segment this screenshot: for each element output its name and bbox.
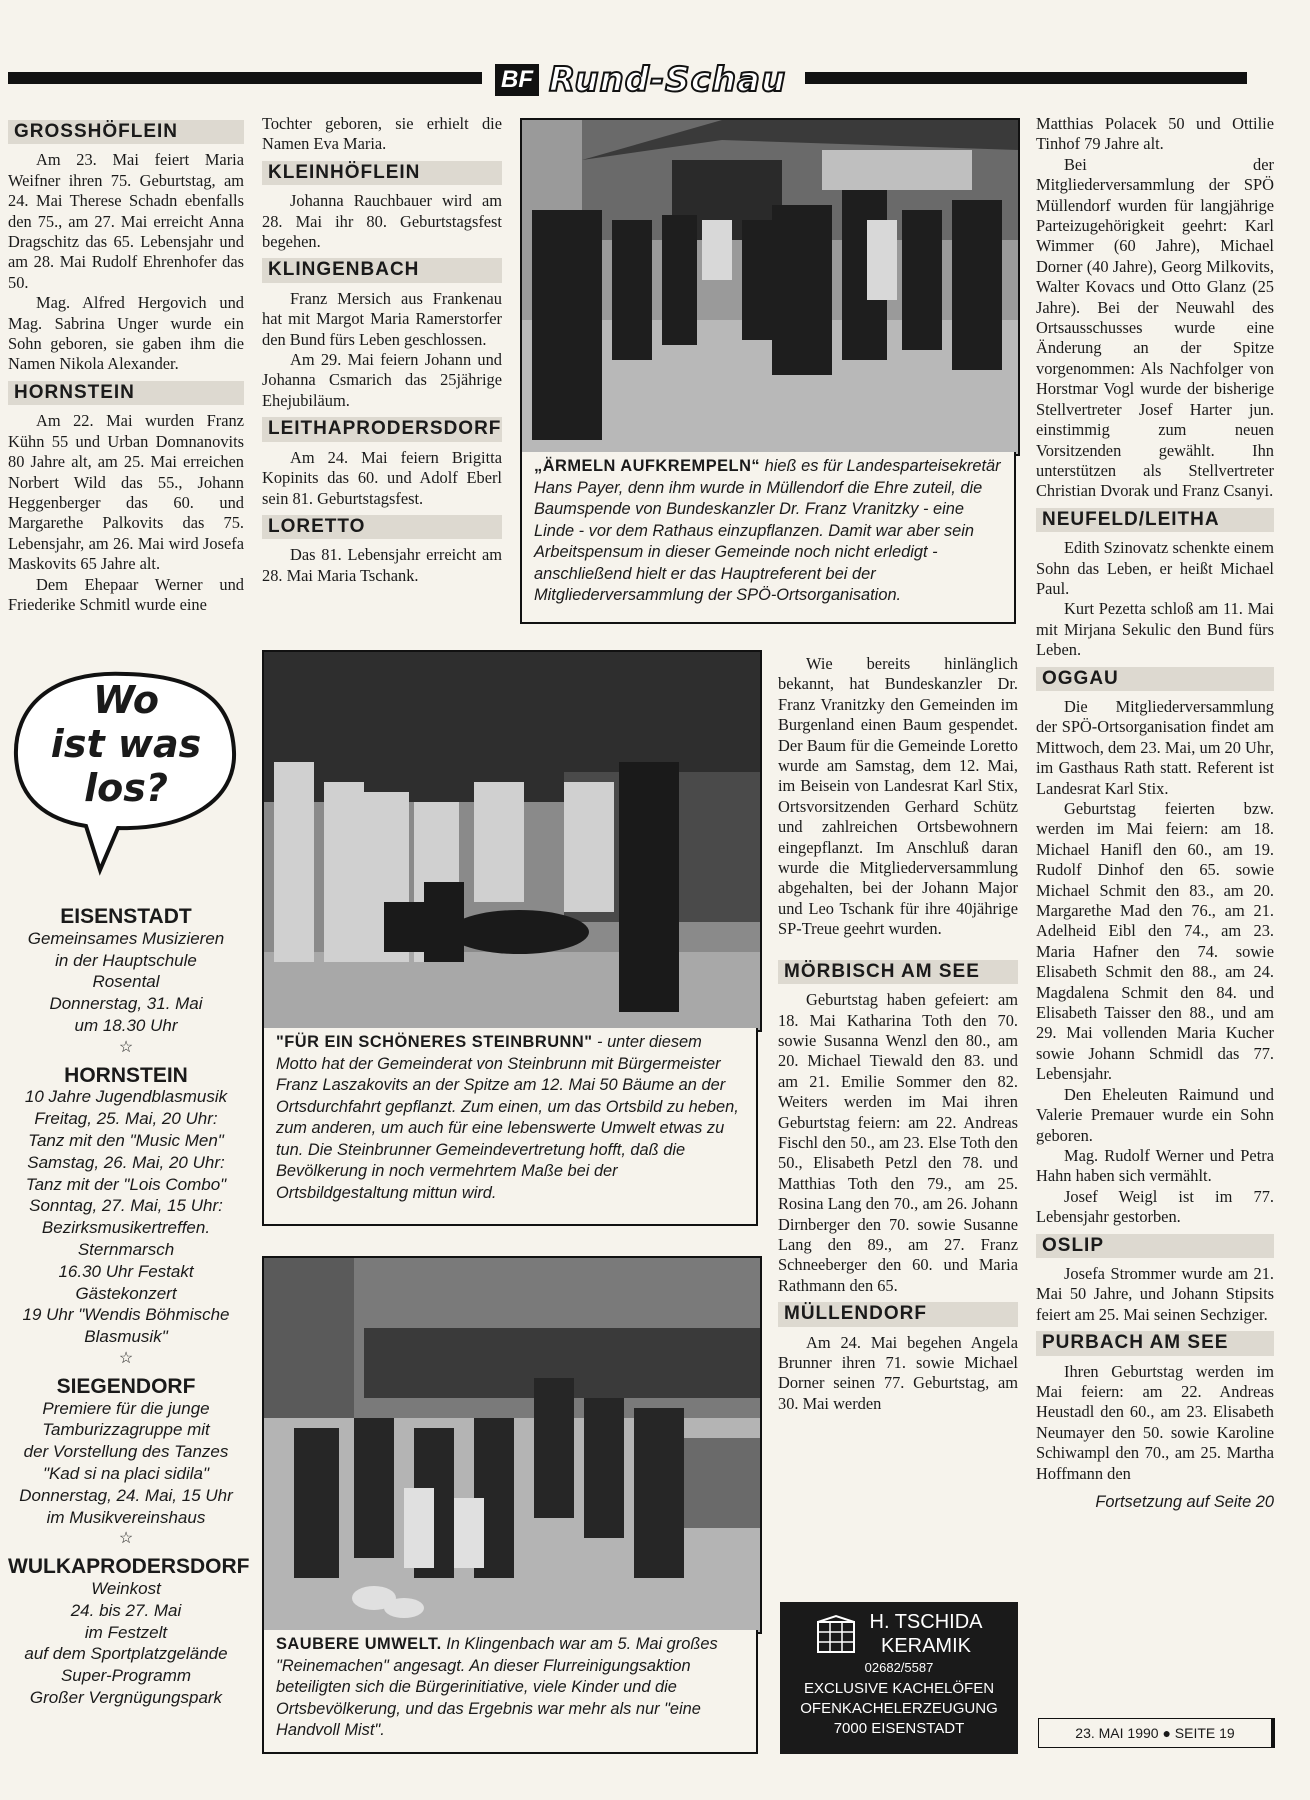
event-line: Rosental [92,972,160,992]
photo-3-caption-text: In Klingenbach war am 5. Mai großes "Reinemachen" angesagt. An dieser Flurreinigungsaktion beteiligten sich die Bürgerinitiative, viele Kinder und die Ortsbevölkerung, und das Ergebnis war mehr als nur "eine Handvoll Mist". [276,1635,718,1739]
paragraph: Mag. Rudolf Werner und Petra Hahn haben sich vermählt. [1036,1145,1274,1186]
masthead [495,60,795,100]
event-line: im Festzelt [84,1622,168,1642]
footer-date-page: 23. MAI 1990 ● SEITE 19 [1075,1725,1235,1741]
photo-3-caption [262,1630,758,1754]
paragraph: Geburtstag feierten bzw. werden im Mai feiern: am 18. Michael Hanifl den 60., am 19. Rudolf Dinhof den 65. sowie Michael Schmit den 83., am 20. Margarethe Mad den 76., am 21. Adelheid Eibl den 74., am 23. Maria Hafner den 74. sowie Elisabeth Schmit den 88., am 24. Magdalena Schmit den 84. und Elisabeth Taisser den 88., und am 29. Mai vollenden Maria Kucher sowie Johann Schmidl das 77. Lebensjahr. [1036,799,1274,1084]
column-1 [8,114,244,615]
event-line: Donnerstag, 31. Mai [49,994,203,1014]
paragraph: Die Mitgliederversammlung der SPÖ-Ortsorganisation findet am Mittwoch, dem 23. Mai, um 20 Uhr, im Gasthaus Rath statt. Referent ist Landesrat Karl Stix. [1036,696,1274,798]
section-heading: NEUFELD/LEITHA [1036,508,1274,532]
bubble-line-3: los? [84,766,168,810]
event-line: 16.30 Uhr Festakt [58,1261,194,1281]
star-icon: ☆ [118,1038,134,1056]
star-icon: ☆ [118,1530,134,1548]
page-footer [1038,1718,1275,1748]
paragraph: Am 23. Mai feiert Maria Weifner ihren 75. Geburtstag, am 24. Mai Therese Schadn ebenfalls den 75., am 27. Mai erreicht Anna Dragschitz das 65. Lebensjahr und am 28. Mai Rudolf Ehrenhofer das 50. [8,150,244,292]
ad-phone: 02682/5587 [864,1660,934,1675]
paragraph: Am 24. Mai begehen Angela Brunner ihren 71. sowie Michael Dorner seinen 77. Geburtstag, am 30. Mai werden [778,1332,1018,1413]
column-4 [1036,114,1274,1512]
ad-name-2: KERAMIK [880,1635,971,1657]
masthead-title: Rund-Schau [549,60,787,100]
event-line: Gästekonzert [75,1283,177,1303]
paragraph: Johanna Rauchbauer wird am 28. Mai ihr 80. Geburtstagsfest begehen. [262,191,502,252]
tiled-stove-icon [816,1614,856,1654]
paragraph: Ihren Geburtstag werden im Mai feiern: am 22. Andreas Heustadl den 60., am 23. Elisabeth Neumayer den 50. sowie Karoline Schiwampl den 70., am 25. Martha Hoffmann den [1036,1361,1274,1483]
photo-cleanup-klingenbach [262,1256,762,1634]
event-line: Tamburizzagruppe mit [42,1420,210,1440]
photo-1-image [522,120,1018,454]
masthead-rule-left [8,72,482,84]
event-line: in der Hauptschule [55,950,197,970]
paragraph: Am 29. Mai feiern Johann und Johanna Csmarich das 25jährige Ehejubiläum. [262,350,502,410]
photo-2-image [264,652,760,1030]
section-heading: HORNSTEIN [8,381,244,405]
event-line: um 18.30 Uhr [74,1015,178,1035]
photo-3-image [264,1258,760,1632]
continued-note: Fortsetzung auf Seite 20 [1095,1493,1274,1511]
event-line: Samstag, 26. Mai, 20 Uhr: [27,1152,225,1172]
masthead-logo: BF [495,64,539,96]
event-line: Tanz mit den "Music Men" [28,1130,224,1150]
paragraph: Den Eheleuten Raimund und Valerie Premauer wurde ein Sohn geboren. [1036,1084,1274,1145]
ad-line-3: 7000 EISENSTADT [833,1720,965,1737]
paragraph: Edith Szinovatz schenkte einem Sohn das Leben, er heißt Michael Paul. [1036,538,1274,598]
section-heading: PURBACH AM SEE [1036,1331,1274,1355]
paragraph: Matthias Polacek 50 und Ottilie Tinhof 79 Jahre alt. [1036,114,1274,154]
photo-1-caption-text: hieß es für Landesparteisekretär Hans Payer, denn ihm wurde in Müllendorf die Ehre zuteil, die Baumspende von Bundeskanzler Dr. Franz Vranitzky - eine Linde - vor dem Rathaus einzupflanzen. Damit war aber sein Arbeitspensum in dieser Gemeinde noch nicht erledigt - anschließend hielt er das Hauptreferent bei der Mitgliederversammlung der SPÖ-Ortsorganisation. [534,457,1001,604]
event-line: Tanz mit der "Lois Combo" [25,1174,227,1194]
ad-line-1: EXCLUSIVE KACHELÖFEN [803,1680,995,1697]
event-line: 10 Jahre Jugendblasmusik [24,1087,228,1107]
event-line: Freitag, 25. Mai, 20 Uhr: [34,1109,218,1129]
photo-2-caption [262,1028,758,1226]
paragraph: Geburtstag haben gefeiert: am 18. Mai Katharina Toth den 70. sowie Susanna Wenzl den 80., am 20. Michael Tiewald den 83. und am 21. Emilie Sommer den 82. Weiters werden im Mai ihren Geburtstag feiern: am 22. Andreas Fischl den 50., am 23. Else Toth den 50., Elisabeth Petzl den 78. und Matthias Toth den 79., am 25. Rosina Lang den 70., am 26. Johann Dirnberger den 70. sowie Susanne Lang den 89., am 27. Franz Schneeberger den 60. und Maria Rathmann den 65. [778,990,1018,1295]
event-line: 24. bis 27. Mai [70,1600,182,1620]
event-line: Donnerstag, 24. Mai, 15 Uhr [19,1485,233,1505]
photo-3-caption-head: SAUBERE UMWELT. [276,1635,442,1653]
photo-tree-planting-steinbrunn [262,650,762,1032]
event-line: Sternmarsch [77,1239,175,1259]
paragraph: Kurt Pezetta schloß am 11. Mai mit Mirjana Sekulic den Bund fürs Leben. [1036,599,1274,660]
paragraph: Josef Weigl ist im 77. Lebensjahr gestorben. [1036,1186,1274,1227]
event-line: "Kad si na placi sidila" [42,1463,210,1483]
star-icon: ☆ [118,1349,134,1367]
section-heading: KLINGENBACH [262,258,502,282]
paragraph: Mag. Alfred Hergovich und Mag. Sabrina Unger wurde ein Sohn geboren, sie gaben ihm die Namen Nikola Alexander. [8,293,244,374]
section-heading: OSLIP [1036,1234,1274,1258]
event-place: WULKAPRODERSDORF [8,1555,250,1579]
ad-line-2: OFENKACHELERZEUGUNG [800,1700,998,1717]
photo-1-caption-head: „ÄRMELN AUFKREMPELN“ [534,457,761,475]
section-heading: KLEINHÖFLEIN [262,161,502,185]
photo-2-caption-text: - unter diesem Motto hat der Gemeinderat von Steinbrunn mit Bürgermeister Franz Laszakovits an der Spitze am 12. Mai 50 Bäume an der Ortsdurchfahrt gepflanzt. Zum einen, um das Ortsbild zu heben, zum anderen, um auch für eine lebenswerte Umwelt etwas zu tun. Die Steinbrunner Gemeindevertretung hofft, daß die Bevölkerung in noch vermehrtem Maße bei der Ortsbildgestaltung mittun wird. [276,1033,739,1202]
section-heading: GROSSHÖFLEIN [8,120,244,144]
event-line: 19 Uhr "Wendis Böhmische [22,1305,230,1325]
section-heading: OGGAU [1036,667,1274,691]
event-line: im Musikvereinshaus [46,1507,206,1527]
column-3 [778,654,1018,1414]
paragraph: Das 81. Lebensjahr erreicht am 28. Mai Maria Tschank. [262,545,502,585]
paragraph: Franz Mersich aus Frankenau hat mit Margot Maria Ramerstorfer den Bund fürs Leben geschlossen. [262,288,502,349]
event-listings [8,900,250,1709]
paragraph: Bei der Mitgliederversammlung der SPÖ Müllendorf wurden für langjährige Parteizugehörigkeit geehrt: Karl Wimmer (60 Jahre), Michael Dorner (40 Jahre), Georg Milkovits, Walter Kovacs und Otto Glanz (25 Jahre). Bei der Neuwahl des Ortsausschusses wurde eine Änderung an der Spitze vorgenommen: Als Nachfolger von Horstmar Vogl wurde der bisherige Stellvertreter Josef Harter jun. einstimmig zum neuen Vorsitzenden gewählt. Ihn unterstützen als Stellvertreter Christian Dvorak und Franz Csanyi. [1036,154,1274,501]
event-line: Bezirksmusikertreffen. [41,1218,211,1238]
ad-tschida-keramik [780,1602,1018,1754]
paragraph: Josefa Strommer wurde am 21. Mai 50 Jahre, und Johann Stipsits feiert am 25. Mai seinen Sechziger. [1036,1263,1274,1324]
paragraph: Wie bereits hinlänglich bekannt, hat Bundeskanzler Dr. Franz Vranitzky den Gemeinden im Burgenland einen Baum gespendet. Der Baum für die Gemeinde Loretto wurde am Samstag, dem 12. Mai, im Beisein von Landesrat Karl Stix, Ortsvorsitzenden Gerhard Schütz und zahlreichen Ortsbewohnern eingepflanzt. Im Anschluß daran wurde die Mitgliederversammlung abgehalten, bei der Johann Major und Leo Tschank für ihre 40jährige SP-Treue geehrt wurden. [778,654,1018,939]
paragraph: Dem Ehepaar Werner und Friederike Schmitl wurde eine [8,574,244,614]
paragraph: Am 22. Mai wurden Franz Kühn 55 und Urban Domnanovits 80 Jahre alt, am 25. Mai erreichen Norbert Wild das 55., Johann Heggenberger das 60. und Margarethe Palkovits das 75. Lebensjahr, am 26. Mai wird Josefa Maskovits 65 Jahre alt. [8,411,244,574]
event-line: Blasmusik" [84,1327,168,1347]
section-heading: LEITHAPRODERSDORF [262,417,502,441]
event-line: Sonntag, 27. Mai, 15 Uhr: [29,1196,223,1216]
masthead-rule-right [805,72,1247,84]
event-line: auf dem Sportplatzgelände [24,1644,228,1664]
event-place: SIEGENDORF [56,1374,196,1398]
event-line: Weinkost [91,1578,161,1598]
event-place: HORNSTEIN [64,1063,188,1087]
event-place: EISENSTADT [60,905,192,928]
photo-2-caption-head: "FÜR EIN SCHÖNERES STEINBRUNN" [276,1033,593,1051]
section-heading: MÜLLENDORF [778,1302,1018,1326]
event-line: Großer Vergnügungspark [29,1687,223,1707]
section-heading: LORETTO [262,515,502,539]
paragraph: Am 24. Mai feiern Brigitta Kopinits das 60. und Adolf Eberl sein 81. Geburtstagsfest. [262,447,502,508]
bubble-line-2: ist was [50,722,202,766]
section-heading: MÖRBISCH AM SEE [778,960,1018,984]
column-2 [262,114,502,586]
paragraph: Tochter geboren, sie erhielt die Namen Eva Maria. [262,114,502,154]
event-line: Super-Programm [60,1666,192,1686]
event-line: Premiere für die junge [42,1398,210,1418]
event-line: Gemeinsames Musizieren [27,928,225,948]
bubble-line-1: Wo [93,678,159,722]
photo-1-caption [520,452,1016,624]
event-line: der Vorstellung des Tanzes [23,1442,229,1462]
photo-tree-planting-muellendorf [520,118,1020,456]
wo-ist-was-los-bubble [8,660,244,880]
ad-name-1: H. TSCHIDA [869,1611,983,1633]
